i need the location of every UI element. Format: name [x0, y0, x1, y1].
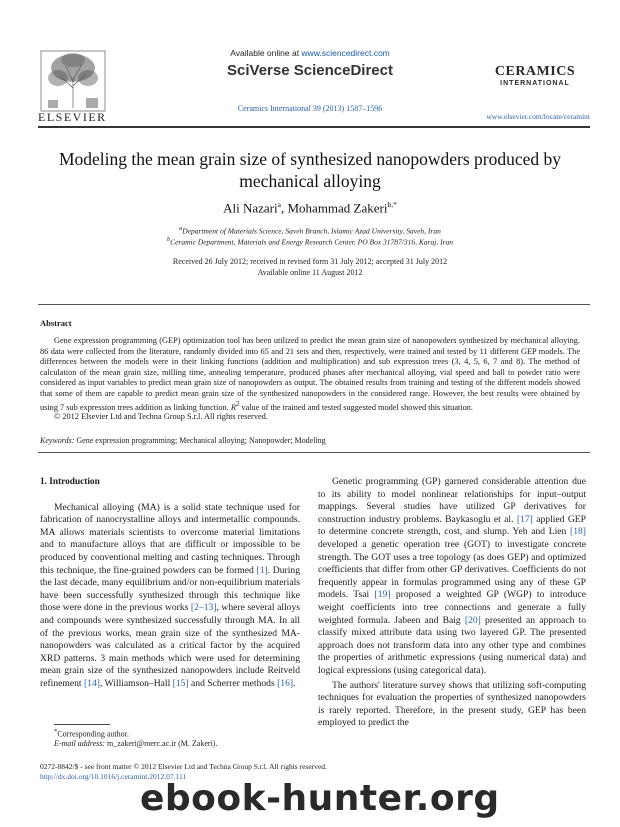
citation-link[interactable]: [19] [374, 589, 391, 601]
citation-link[interactable]: [1] [256, 564, 268, 576]
abstract-bottom-divider [38, 452, 590, 453]
journal-logo-subtitle: INTERNATIONAL [500, 80, 570, 87]
received-dates: Received 26 July 2012; received in revised form 31 July 2012; accepted 31 July 2012 [172, 257, 448, 266]
abstract-body [40, 336, 580, 413]
body-text: Genetic programming (GP) garnered considerable attention due to its ability to model nonlinear relationships for input–output mappings. Several studies have utilized GP derivatives for construction industry problems. Baykasoglu et al. [318, 476, 586, 525]
citation-link[interactable]: [14] [83, 677, 100, 689]
availability-prefix: Available online at [230, 48, 302, 58]
citation-link[interactable]: [2–13] [190, 602, 217, 614]
affil-marker: b [166, 236, 171, 243]
email-note [54, 739, 217, 748]
paper-title: Modeling the mean grain size of synthesized nanopowders produced by mechanical alloying [58, 149, 561, 191]
journal-citation[interactable]: Ceramics International 39 (2013) 1587–1596 [237, 104, 383, 113]
journal-url-link[interactable]: www.elsevier.com/locate/ceramint [486, 112, 590, 121]
citation-link[interactable]: [17] [516, 513, 533, 525]
abstract-text-end: value of the trained and tested suggested model showed this situation. [239, 402, 473, 412]
intro-text: . During the last decade, many equilibrium and/or non-equilibrium materials have been successfully synthesized through this technique like those were done in the previous works [40, 564, 300, 614]
r-squared-exponent: 2 [235, 400, 240, 408]
body-text: proposed a weighted GP (WGP) to introduce weight coefficients into tree connections and generate a fully weighted formula. Jabeen and Baig [318, 589, 586, 626]
author-list [0, 200, 620, 216]
issn-line: 0272-8842/$ - see front matter © 2012 Elsevier Ltd and Techna Group S.r.l. All rights reserved. [40, 762, 327, 771]
availability-line [0, 48, 620, 58]
keywords-label: Keywords: [40, 436, 75, 445]
doi-link[interactable]: http://dx.doi.org/10.1016/j.ceramint.2012.07.111 [40, 772, 187, 781]
body-paragraph: The authors' literature survey shows that utilizing soft-computing techniques for evaluation the properties of synthesized nanopowders is rarely reported. Therefore, in the present study, GEP has been employed to predict the [318, 679, 586, 729]
header-divider [38, 126, 590, 128]
corresponding-author-note [54, 728, 129, 739]
watermark-text: ebook-hunter.org [140, 778, 500, 819]
author-name: Mohammad Zakeri [287, 200, 388, 216]
email-label: E-mail address: [54, 739, 106, 748]
abstract-copyright: © 2012 Elsevier Ltd and Techna Group S.r.l. All rights reserved. [54, 412, 268, 421]
author-affil-marker: b,* [387, 200, 397, 209]
abstract-heading: Abstract [40, 318, 72, 328]
affil-text: Ceramic Department, Materials and Energy Research Center, PO Box 31787/316, Karaj, Iran [170, 237, 454, 247]
intro-text: . [293, 677, 296, 689]
left-column [40, 476, 300, 691]
email-address[interactable]: m_zakeri@merc.ac.ir (M. Zakeri). [105, 739, 218, 748]
abstract-text: Gene expression programming (GEP) optimization tool has been utilized to predict the mean grain size of nanopowders synthesized by mechanical alloying. 86 data were collected from the literature, randomly divided into 65 and 21 sets and then, respectively, were trained and tested by 11 different GEP models. The differences between the models were in their linking functions (addition and multiplication) and sub expression trees (3, 4, 5, 6, 7 and 8). The method of calculation of the mean grain size, milling time, annealing temperature, produced phases after mechanical alloying, vial speed and ball to powder ratio were considered as input variables to predict mean grain size of nanopowders as output. The obtained results from training and testing of the different models showed that some of them are capable to predict mean grain size of the synthesized nanopowders in the considered range. However, the best results were obtained by using 7 sub expression trees addition as linking function. [40, 336, 580, 412]
author-affil-marker: a [277, 200, 281, 209]
intro-paragraph [40, 502, 300, 691]
affiliation-a [0, 225, 620, 236]
intro-text: , where several alloys and compounds were synthesized successfully through MA. In all of the previous works, mean grain size of the synthesized MA-nanopowders was calculated as a critical factor by the acquired XRD patterns. 3 main methods which were used for determining mean grain size of the synthesized nanopowders include Reitveld refinement [40, 602, 300, 689]
elsevier-wordmark: ELSEVIER [38, 110, 107, 124]
body-text: applied GEP to determine concrete strength, cost, and slump. Yeh and Lien [318, 513, 586, 538]
affil-marker: a [179, 225, 183, 232]
citation-link[interactable]: [20] [464, 614, 481, 626]
intro-text: Mechanical alloying (MA) is a solid state technique used for fabrication of nanocrystalline alloys and intermetallic compounds. MA allows materials scientists to overcome material limitations and to manufacture alloys that are difficult or impossible to be produced by conventional melting and casting techniques. Through this technique, the fine-grained powders can be formed [40, 501, 300, 576]
footnote-marker: * [54, 728, 58, 735]
footnote-text: Corresponding author. [57, 729, 129, 739]
affiliation-b [0, 236, 620, 247]
sciencedirect-link[interactable]: www.sciencedirect.com [301, 48, 390, 58]
abstract-top-divider [38, 304, 590, 305]
affil-text: Department of Materials Science, Saveh Branch, Islamic Azad University, Saveh, Iran [182, 226, 441, 236]
footnote-divider [54, 724, 110, 725]
keywords-list: Gene expression programming; Mechanical alloying; Nanopowder; Modeling [74, 436, 326, 445]
right-column [318, 476, 586, 730]
platform-name: SciVerse ScienceDirect [227, 62, 393, 79]
citation-link[interactable]: [15] [172, 677, 189, 689]
body-text: presented an approach to classify mixed attribute data using two layered GP. The presented approach does not transform data into any other type and combines the properties of arithmetic expressions (using numerical data) and logical expressions (using categorical data). [318, 614, 587, 676]
intro-text: and Scherrer methods [188, 677, 278, 689]
author-separator: , [280, 200, 288, 216]
intro-text: , Williamson–Hall [99, 677, 173, 689]
body-text: developed a genetic operation tree (GOT) to investigate concrete strength. The GOT uses a tree topology (as does GEP) and optimized coefficients that differ from other GP derivatives. Coefficients do not frequently appear in formulas programmed using any of these GP models. Tsai [318, 538, 586, 601]
section-heading-introduction: 1. Introduction [40, 477, 100, 487]
body-paragraph [318, 476, 586, 678]
citation-link[interactable]: [16] [277, 677, 294, 689]
available-online-date: Available online 11 August 2012 [257, 268, 363, 277]
r-squared-symbol: R [230, 402, 236, 412]
keywords-line [40, 436, 326, 445]
author-name: Ali Nazari [223, 200, 278, 216]
citation-link[interactable]: [18] [570, 526, 586, 538]
journal-logo-title: CERAMICS [494, 64, 576, 79]
